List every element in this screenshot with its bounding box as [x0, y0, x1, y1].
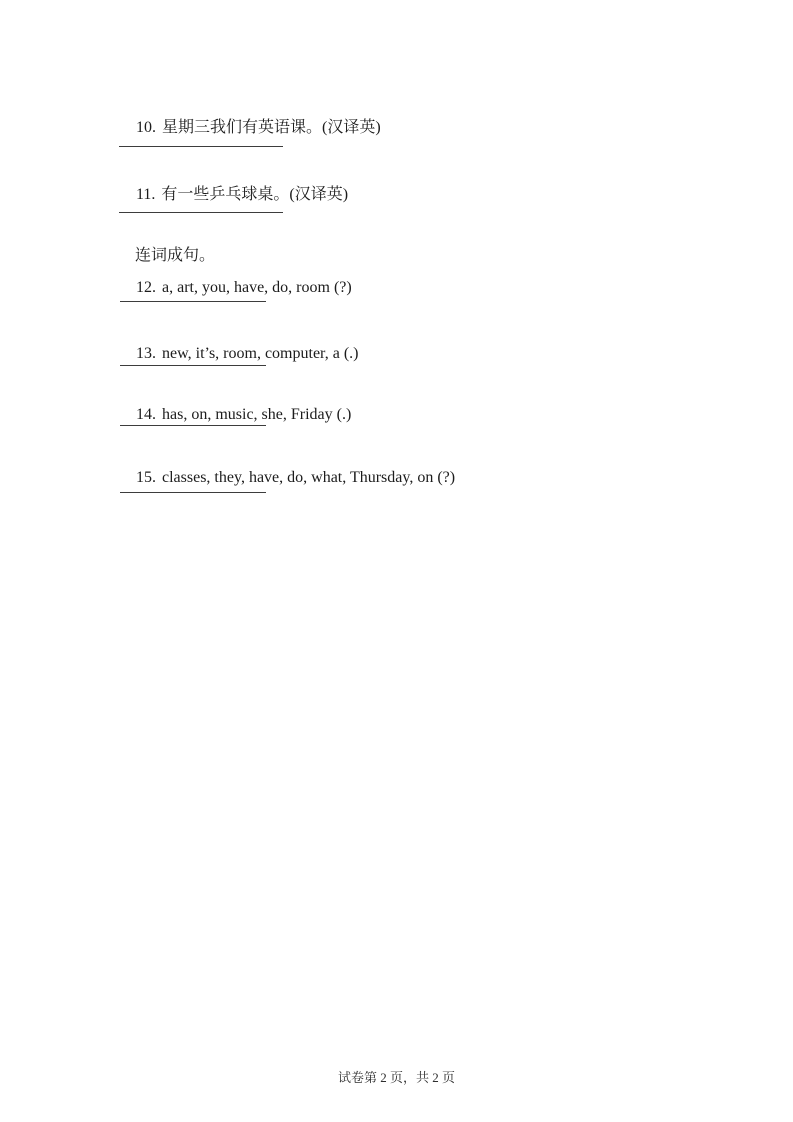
question-number: 11. [136, 186, 156, 203]
answer-blank-line [120, 425, 266, 426]
question-text: new, it’s, room, computer, a (.) [162, 345, 359, 362]
page-footer [0, 1070, 793, 1086]
question-line-11 [120, 165, 348, 225]
question-number: 12. [136, 279, 156, 296]
answer-blank-line [120, 301, 266, 302]
question-line-14 [120, 385, 351, 445]
question-line-13 [120, 324, 359, 384]
question-text: a, art, you, have, do, room (?) [162, 279, 352, 296]
question-number: 14. [136, 406, 156, 423]
page-footer-text: 试卷第 2 页，共 2 页 [337, 1070, 455, 1085]
question-text: has, on, music, she, Friday (.) [162, 406, 352, 423]
answer-blank-line [120, 365, 266, 366]
question-line-12 [120, 258, 352, 318]
question-number: 10. [136, 119, 156, 136]
question-text: 星期三我们有英语课。(汉译英) [162, 119, 381, 136]
question-text: classes, they, have, do, what, Thursday, on (?) [162, 469, 456, 486]
section-header-text: 连词成句。 [135, 247, 216, 264]
question-number: 15. [136, 469, 156, 486]
answer-blank-line [120, 492, 266, 493]
answer-blank-line [119, 146, 283, 147]
question-text: 有一些乒乓球桌。(汉译英) [161, 186, 349, 203]
question-line-10 [120, 98, 381, 158]
question-number: 13. [136, 345, 156, 362]
answer-blank-line [119, 212, 283, 213]
question-line-15 [120, 448, 455, 508]
